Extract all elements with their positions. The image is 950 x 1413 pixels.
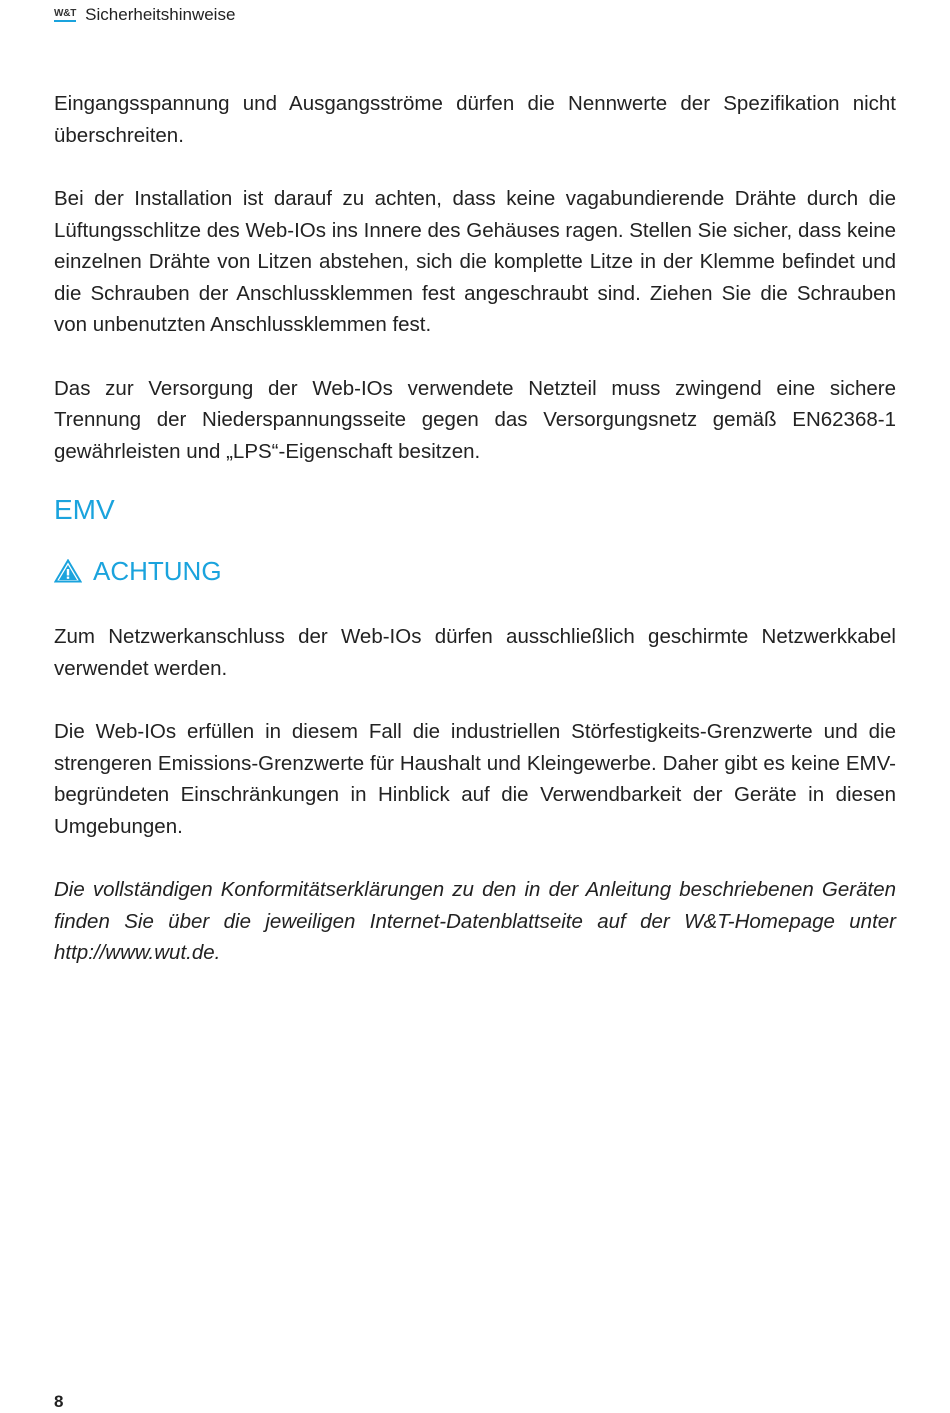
- paragraph-emission-limits: Die Web-IOs erfüllen in diesem Fall die industriellen Störfestigkeits-Grenzwerte und die strengeren Emissions-Grenzwerte für Haushalt und Kleingewerbe. Daher gibt es keine EMV-begründeten Einschränkungen in Hinblick auf die Verwendbarkeit der Geräte in diesen Umgebungen.: [54, 720, 896, 838]
- page-header: [54, 4, 235, 26]
- warning-triangle-icon: [54, 559, 82, 583]
- page-content: [54, 88, 896, 1001]
- paragraph-power-supply: Das zur Versorgung der Web-IOs verwendete Netzteil muss zwingend eine sichere Trennung der Niederspannungsseite gegen das Versorgungsnetz gemäß EN62368-1 gewährleisten und „LPS“-Eigenschaft besitzen.: [54, 376, 896, 463]
- logo-underline: [54, 20, 76, 22]
- header-title: Sicherheitshinweise: [85, 5, 236, 24]
- logo-text: W&T: [54, 8, 77, 19]
- page-number: 8: [54, 1392, 64, 1411]
- section-title-emv: EMV: [54, 494, 115, 525]
- paragraph-shielded-cables: Zum Netzwerkanschluss der Web-IOs dürfen ausschließlich geschirmte Netzwerkkabel verwendet werden.: [54, 625, 896, 680]
- paragraph-installation: Bei der Installation ist darauf zu achten, dass keine vagabundierende Drähte durch die Lüftungsschlitze des Web-IOs ins Innere des Gehäuses ragen. Stellen Sie sicher, dass keine einzelnen Drähte von Litzen abstehen, sich die komplette Litze in der Klemme befindet und die Schrauben der Anschlussklemmen fest angeschraubt sind. Ziehen Sie die Schrauben von unbenutzten Anschlussklemmen fest.: [54, 187, 896, 336]
- paragraph-input-ratings: Eingangsspannung und Ausgangsströme dürfen die Nennwerte der Spezifikation nicht überschreiten.: [54, 92, 896, 147]
- warning-label: ACHTUNG: [93, 556, 222, 586]
- wt-logo: [54, 8, 76, 22]
- warning-notice: [54, 555, 896, 587]
- paragraph-conformity-note: Die vollständigen Konformitätserklärungen zu den in der Anleitung beschriebenen Geräten finden Sie über die jeweiligen Internet-Datenblattseite auf der W&T-Homepage unter http://www.wut.de.: [54, 878, 896, 964]
